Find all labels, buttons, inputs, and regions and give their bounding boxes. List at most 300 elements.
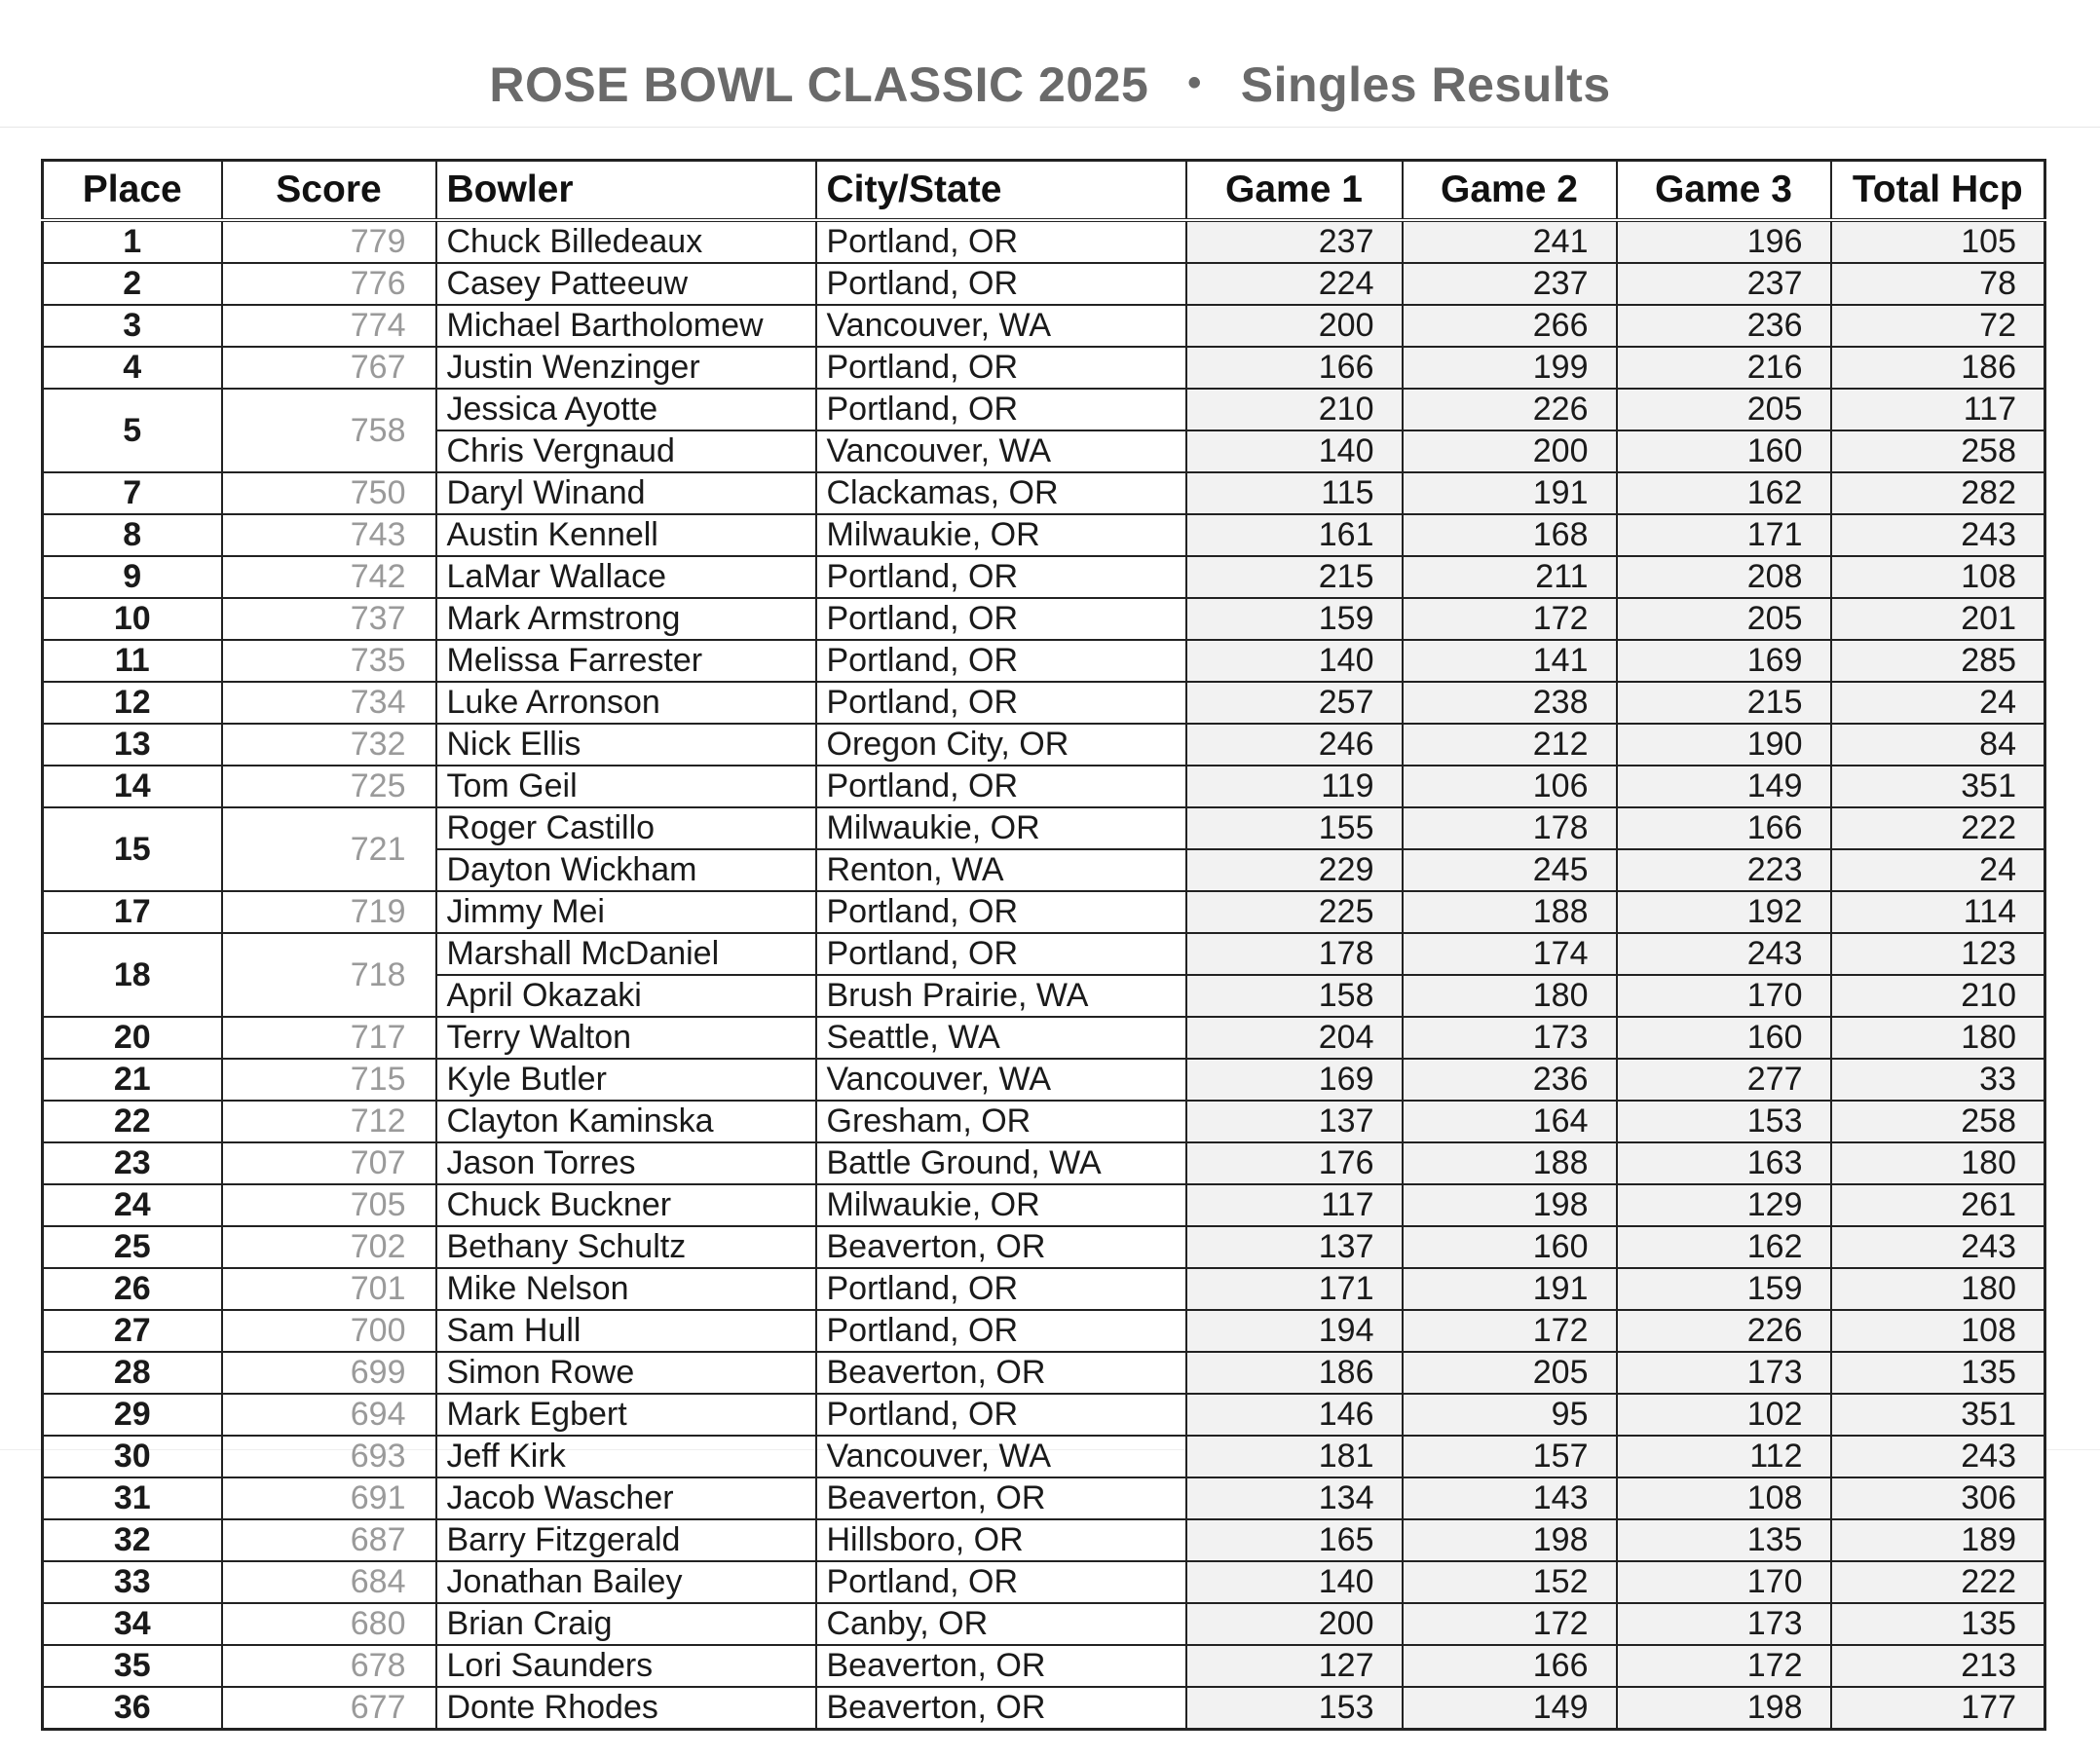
score-cell: 758 bbox=[222, 389, 436, 472]
total-hcp-cell: 117 bbox=[1831, 389, 2045, 430]
game-2-cell: 172 bbox=[1403, 1603, 1617, 1645]
total-hcp-cell: 189 bbox=[1831, 1519, 2045, 1561]
total-hcp-cell: 24 bbox=[1831, 682, 2045, 724]
city-state-cell: Clackamas, OR bbox=[816, 472, 1186, 514]
results-body bbox=[43, 220, 2045, 1730]
event-title: ROSE BOWL CLASSIC 2025 bbox=[489, 57, 1149, 112]
total-hcp-cell: 201 bbox=[1831, 598, 2045, 640]
score-cell: 705 bbox=[222, 1184, 436, 1226]
game-3-cell: 153 bbox=[1617, 1101, 1831, 1142]
bowler-cell: Lori Saunders bbox=[436, 1645, 816, 1687]
bowler-cell: Terry Walton bbox=[436, 1017, 816, 1059]
game-1-cell: 153 bbox=[1186, 1687, 1403, 1730]
place-cell: 33 bbox=[43, 1561, 222, 1603]
game-1-cell: 215 bbox=[1186, 556, 1403, 598]
table-row bbox=[43, 1394, 2045, 1436]
game-1-cell: 229 bbox=[1186, 849, 1403, 891]
score-cell: 734 bbox=[222, 682, 436, 724]
game-1-cell: 140 bbox=[1186, 640, 1403, 682]
score-cell: 715 bbox=[222, 1059, 436, 1101]
score-cell: 721 bbox=[222, 807, 436, 891]
game-1-cell: 166 bbox=[1186, 347, 1403, 389]
game-2-cell: 266 bbox=[1403, 305, 1617, 347]
total-hcp-cell: 108 bbox=[1831, 1310, 2045, 1352]
score-cell: 712 bbox=[222, 1101, 436, 1142]
table-row bbox=[43, 933, 2045, 975]
results-table bbox=[41, 159, 2046, 1731]
bowler-cell: LaMar Wallace bbox=[436, 556, 816, 598]
game-3-cell: 277 bbox=[1617, 1059, 1831, 1101]
total-hcp-cell: 282 bbox=[1831, 472, 2045, 514]
table-row bbox=[43, 514, 2045, 556]
game-3-cell: 108 bbox=[1617, 1477, 1831, 1519]
table-row bbox=[43, 1226, 2045, 1268]
total-hcp-cell: 222 bbox=[1831, 1561, 2045, 1603]
table-row bbox=[43, 1519, 2045, 1561]
bowler-cell: Jonathan Bailey bbox=[436, 1561, 816, 1603]
game-2-cell: 160 bbox=[1403, 1226, 1617, 1268]
score-cell: 732 bbox=[222, 724, 436, 766]
city-state-cell: Portland, OR bbox=[816, 556, 1186, 598]
game-2-cell: 157 bbox=[1403, 1436, 1617, 1477]
city-state-cell: Vancouver, WA bbox=[816, 305, 1186, 347]
game-2-cell: 178 bbox=[1403, 807, 1617, 849]
table-row bbox=[43, 766, 2045, 807]
city-state-cell: Gresham, OR bbox=[816, 1101, 1186, 1142]
game-2-cell: 198 bbox=[1403, 1519, 1617, 1561]
place-cell: 3 bbox=[43, 305, 222, 347]
total-hcp-cell: 78 bbox=[1831, 263, 2045, 305]
game-2-cell: 200 bbox=[1403, 430, 1617, 472]
bowler-cell: Jason Torres bbox=[436, 1142, 816, 1184]
column-header-game-2: Game 2 bbox=[1403, 161, 1617, 221]
city-state-cell: Vancouver, WA bbox=[816, 430, 1186, 472]
score-cell: 694 bbox=[222, 1394, 436, 1436]
city-state-cell: Portland, OR bbox=[816, 682, 1186, 724]
column-header-place: Place bbox=[43, 161, 222, 221]
place-cell: 34 bbox=[43, 1603, 222, 1645]
game-1-cell: 117 bbox=[1186, 1184, 1403, 1226]
place-cell: 25 bbox=[43, 1226, 222, 1268]
total-hcp-cell: 180 bbox=[1831, 1142, 2045, 1184]
table-row bbox=[43, 1101, 2045, 1142]
score-cell: 693 bbox=[222, 1436, 436, 1477]
game-1-cell: 186 bbox=[1186, 1352, 1403, 1394]
place-cell: 12 bbox=[43, 682, 222, 724]
city-state-cell: Beaverton, OR bbox=[816, 1352, 1186, 1394]
game-2-cell: 211 bbox=[1403, 556, 1617, 598]
game-2-cell: 152 bbox=[1403, 1561, 1617, 1603]
game-3-cell: 149 bbox=[1617, 766, 1831, 807]
game-1-cell: 246 bbox=[1186, 724, 1403, 766]
game-1-cell: 224 bbox=[1186, 263, 1403, 305]
game-3-cell: 170 bbox=[1617, 975, 1831, 1017]
game-2-cell: 143 bbox=[1403, 1477, 1617, 1519]
place-cell: 9 bbox=[43, 556, 222, 598]
city-state-cell: Portland, OR bbox=[816, 933, 1186, 975]
table-row bbox=[43, 640, 2045, 682]
table-row bbox=[43, 263, 2045, 305]
total-hcp-cell: 306 bbox=[1831, 1477, 2045, 1519]
city-state-cell: Portland, OR bbox=[816, 766, 1186, 807]
page-title bbox=[0, 56, 2100, 113]
place-cell: 11 bbox=[43, 640, 222, 682]
game-1-cell: 169 bbox=[1186, 1059, 1403, 1101]
game-3-cell: 129 bbox=[1617, 1184, 1831, 1226]
game-1-cell: 176 bbox=[1186, 1142, 1403, 1184]
total-hcp-cell: 351 bbox=[1831, 766, 2045, 807]
game-3-cell: 135 bbox=[1617, 1519, 1831, 1561]
city-state-cell: Renton, WA bbox=[816, 849, 1186, 891]
header-rule bbox=[0, 127, 2100, 128]
total-hcp-cell: 123 bbox=[1831, 933, 2045, 975]
score-cell: 687 bbox=[222, 1519, 436, 1561]
game-3-cell: 166 bbox=[1617, 807, 1831, 849]
total-hcp-cell: 135 bbox=[1831, 1352, 2045, 1394]
bowler-cell: Bethany Schultz bbox=[436, 1226, 816, 1268]
column-header-game-1: Game 1 bbox=[1186, 161, 1403, 221]
total-hcp-cell: 285 bbox=[1831, 640, 2045, 682]
game-2-cell: 191 bbox=[1403, 1268, 1617, 1310]
game-2-cell: 241 bbox=[1403, 220, 1617, 263]
city-state-cell: Portland, OR bbox=[816, 389, 1186, 430]
total-hcp-cell: 72 bbox=[1831, 305, 2045, 347]
bowler-cell: Barry Fitzgerald bbox=[436, 1519, 816, 1561]
table-row bbox=[43, 305, 2045, 347]
place-cell: 5 bbox=[43, 389, 222, 472]
game-2-cell: 237 bbox=[1403, 263, 1617, 305]
place-cell: 7 bbox=[43, 472, 222, 514]
column-header-city-state: City/State bbox=[816, 161, 1186, 221]
game-1-cell: 158 bbox=[1186, 975, 1403, 1017]
score-cell: 718 bbox=[222, 933, 436, 1017]
bowler-cell: Brian Craig bbox=[436, 1603, 816, 1645]
score-cell: 743 bbox=[222, 514, 436, 556]
game-3-cell: 173 bbox=[1617, 1352, 1831, 1394]
bowler-cell: Chris Vergnaud bbox=[436, 430, 816, 472]
game-3-cell: 112 bbox=[1617, 1436, 1831, 1477]
place-cell: 20 bbox=[43, 1017, 222, 1059]
game-1-cell: 137 bbox=[1186, 1226, 1403, 1268]
game-3-cell: 173 bbox=[1617, 1603, 1831, 1645]
game-1-cell: 127 bbox=[1186, 1645, 1403, 1687]
game-3-cell: 190 bbox=[1617, 724, 1831, 766]
score-cell: 677 bbox=[222, 1687, 436, 1730]
place-cell: 24 bbox=[43, 1184, 222, 1226]
place-cell: 27 bbox=[43, 1310, 222, 1352]
title-separator: • bbox=[1187, 61, 1202, 104]
game-1-cell: 257 bbox=[1186, 682, 1403, 724]
game-1-cell: 200 bbox=[1186, 1603, 1403, 1645]
score-cell: 767 bbox=[222, 347, 436, 389]
game-1-cell: 181 bbox=[1186, 1436, 1403, 1477]
game-1-cell: 237 bbox=[1186, 220, 1403, 263]
total-hcp-cell: 177 bbox=[1831, 1687, 2045, 1730]
score-cell: 779 bbox=[222, 220, 436, 263]
bowler-cell: Melissa Farrester bbox=[436, 640, 816, 682]
bowler-cell: Nick Ellis bbox=[436, 724, 816, 766]
city-state-cell: Beaverton, OR bbox=[816, 1226, 1186, 1268]
table-row bbox=[43, 1059, 2045, 1101]
bowler-cell: Jacob Wascher bbox=[436, 1477, 816, 1519]
table-row bbox=[43, 807, 2045, 849]
game-1-cell: 134 bbox=[1186, 1477, 1403, 1519]
total-hcp-cell: 213 bbox=[1831, 1645, 2045, 1687]
place-cell: 23 bbox=[43, 1142, 222, 1184]
bowler-cell: Mike Nelson bbox=[436, 1268, 816, 1310]
score-cell: 684 bbox=[222, 1561, 436, 1603]
place-cell: 21 bbox=[43, 1059, 222, 1101]
table-row bbox=[43, 389, 2045, 430]
bowler-cell: Tom Geil bbox=[436, 766, 816, 807]
game-1-cell: 115 bbox=[1186, 472, 1403, 514]
score-cell: 725 bbox=[222, 766, 436, 807]
game-3-cell: 162 bbox=[1617, 1226, 1831, 1268]
table-row bbox=[43, 1645, 2045, 1687]
game-2-cell: 245 bbox=[1403, 849, 1617, 891]
game-3-cell: 171 bbox=[1617, 514, 1831, 556]
column-header-bowler: Bowler bbox=[436, 161, 816, 221]
event-subtitle: Singles Results bbox=[1240, 57, 1611, 112]
game-3-cell: 162 bbox=[1617, 472, 1831, 514]
table-row bbox=[43, 1561, 2045, 1603]
score-cell: 750 bbox=[222, 472, 436, 514]
score-cell: 735 bbox=[222, 640, 436, 682]
table-row bbox=[43, 1310, 2045, 1352]
city-state-cell: Milwaukie, OR bbox=[816, 514, 1186, 556]
city-state-cell: Oregon City, OR bbox=[816, 724, 1186, 766]
place-cell: 28 bbox=[43, 1352, 222, 1394]
game-2-cell: 149 bbox=[1403, 1687, 1617, 1730]
game-3-cell: 160 bbox=[1617, 430, 1831, 472]
city-state-cell: Vancouver, WA bbox=[816, 1059, 1186, 1101]
game-1-cell: 155 bbox=[1186, 807, 1403, 849]
city-state-cell: Milwaukie, OR bbox=[816, 807, 1186, 849]
score-cell: 774 bbox=[222, 305, 436, 347]
game-3-cell: 170 bbox=[1617, 1561, 1831, 1603]
game-2-cell: 172 bbox=[1403, 1310, 1617, 1352]
total-hcp-cell: 180 bbox=[1831, 1017, 2045, 1059]
place-cell: 8 bbox=[43, 514, 222, 556]
city-state-cell: Portland, OR bbox=[816, 220, 1186, 263]
score-cell: 707 bbox=[222, 1142, 436, 1184]
table-row bbox=[43, 598, 2045, 640]
table-row bbox=[43, 724, 2045, 766]
score-cell: 699 bbox=[222, 1352, 436, 1394]
bowler-cell: Austin Kennell bbox=[436, 514, 816, 556]
total-hcp-cell: 114 bbox=[1831, 891, 2045, 933]
game-3-cell: 236 bbox=[1617, 305, 1831, 347]
table-row bbox=[43, 1017, 2045, 1059]
place-cell: 10 bbox=[43, 598, 222, 640]
game-3-cell: 216 bbox=[1617, 347, 1831, 389]
game-3-cell: 172 bbox=[1617, 1645, 1831, 1687]
table-row bbox=[43, 1268, 2045, 1310]
table-row bbox=[43, 1603, 2045, 1645]
bowler-cell: Mark Armstrong bbox=[436, 598, 816, 640]
city-state-cell: Portland, OR bbox=[816, 1310, 1186, 1352]
game-3-cell: 102 bbox=[1617, 1394, 1831, 1436]
game-2-cell: 199 bbox=[1403, 347, 1617, 389]
bowler-cell: Roger Castillo bbox=[436, 807, 816, 849]
table-row bbox=[43, 1687, 2045, 1730]
bowler-cell: Daryl Winand bbox=[436, 472, 816, 514]
table-row bbox=[43, 556, 2045, 598]
table-row bbox=[43, 1436, 2045, 1477]
city-state-cell: Portland, OR bbox=[816, 1268, 1186, 1310]
score-cell: 700 bbox=[222, 1310, 436, 1352]
game-3-cell: 192 bbox=[1617, 891, 1831, 933]
game-2-cell: 172 bbox=[1403, 598, 1617, 640]
game-3-cell: 223 bbox=[1617, 849, 1831, 891]
game-1-cell: 225 bbox=[1186, 891, 1403, 933]
bowler-cell: Kyle Butler bbox=[436, 1059, 816, 1101]
game-2-cell: 173 bbox=[1403, 1017, 1617, 1059]
city-state-cell: Hillsboro, OR bbox=[816, 1519, 1186, 1561]
city-state-cell: Canby, OR bbox=[816, 1603, 1186, 1645]
game-3-cell: 198 bbox=[1617, 1687, 1831, 1730]
game-1-cell: 159 bbox=[1186, 598, 1403, 640]
score-cell: 680 bbox=[222, 1603, 436, 1645]
table-row bbox=[43, 1142, 2045, 1184]
score-cell: 776 bbox=[222, 263, 436, 305]
place-cell: 22 bbox=[43, 1101, 222, 1142]
game-3-cell: 237 bbox=[1617, 263, 1831, 305]
city-state-cell: Battle Ground, WA bbox=[816, 1142, 1186, 1184]
game-3-cell: 208 bbox=[1617, 556, 1831, 598]
table-row bbox=[43, 1352, 2045, 1394]
game-2-cell: 166 bbox=[1403, 1645, 1617, 1687]
game-3-cell: 226 bbox=[1617, 1310, 1831, 1352]
game-1-cell: 194 bbox=[1186, 1310, 1403, 1352]
total-hcp-cell: 258 bbox=[1831, 430, 2045, 472]
score-cell: 678 bbox=[222, 1645, 436, 1687]
total-hcp-cell: 180 bbox=[1831, 1268, 2045, 1310]
column-header-score: Score bbox=[222, 161, 436, 221]
city-state-cell: Beaverton, OR bbox=[816, 1477, 1186, 1519]
place-cell: 17 bbox=[43, 891, 222, 933]
city-state-cell: Portland, OR bbox=[816, 263, 1186, 305]
bowler-cell: Dayton Wickham bbox=[436, 849, 816, 891]
city-state-cell: Vancouver, WA bbox=[816, 1436, 1186, 1477]
total-hcp-cell: 33 bbox=[1831, 1059, 2045, 1101]
place-cell: 30 bbox=[43, 1436, 222, 1477]
bowler-cell: Donte Rhodes bbox=[436, 1687, 816, 1730]
game-3-cell: 215 bbox=[1617, 682, 1831, 724]
total-hcp-cell: 351 bbox=[1831, 1394, 2045, 1436]
bowler-cell: Mark Egbert bbox=[436, 1394, 816, 1436]
game-1-cell: 165 bbox=[1186, 1519, 1403, 1561]
city-state-cell: Beaverton, OR bbox=[816, 1645, 1186, 1687]
bowler-cell: Casey Patteeuw bbox=[436, 263, 816, 305]
place-cell: 32 bbox=[43, 1519, 222, 1561]
game-2-cell: 205 bbox=[1403, 1352, 1617, 1394]
city-state-cell: Portland, OR bbox=[816, 1561, 1186, 1603]
place-cell: 15 bbox=[43, 807, 222, 891]
bowler-cell: Sam Hull bbox=[436, 1310, 816, 1352]
total-hcp-cell: 108 bbox=[1831, 556, 2045, 598]
game-2-cell: 106 bbox=[1403, 766, 1617, 807]
game-2-cell: 95 bbox=[1403, 1394, 1617, 1436]
bowler-cell: Jimmy Mei bbox=[436, 891, 816, 933]
score-cell: 691 bbox=[222, 1477, 436, 1519]
game-2-cell: 212 bbox=[1403, 724, 1617, 766]
game-1-cell: 200 bbox=[1186, 305, 1403, 347]
game-1-cell: 210 bbox=[1186, 389, 1403, 430]
city-state-cell: Portland, OR bbox=[816, 347, 1186, 389]
table-row bbox=[43, 220, 2045, 263]
place-cell: 31 bbox=[43, 1477, 222, 1519]
bowler-cell: Simon Rowe bbox=[436, 1352, 816, 1394]
table-row bbox=[43, 682, 2045, 724]
game-1-cell: 204 bbox=[1186, 1017, 1403, 1059]
game-2-cell: 174 bbox=[1403, 933, 1617, 975]
total-hcp-cell: 243 bbox=[1831, 1226, 2045, 1268]
bowler-cell: Justin Wenzinger bbox=[436, 347, 816, 389]
total-hcp-cell: 105 bbox=[1831, 220, 2045, 263]
total-hcp-cell: 84 bbox=[1831, 724, 2045, 766]
game-1-cell: 119 bbox=[1186, 766, 1403, 807]
column-header-game-3: Game 3 bbox=[1617, 161, 1831, 221]
bowler-cell: Chuck Buckner bbox=[436, 1184, 816, 1226]
game-3-cell: 205 bbox=[1617, 598, 1831, 640]
game-2-cell: 191 bbox=[1403, 472, 1617, 514]
score-cell: 701 bbox=[222, 1268, 436, 1310]
city-state-cell: Portland, OR bbox=[816, 891, 1186, 933]
game-1-cell: 140 bbox=[1186, 1561, 1403, 1603]
bowler-cell: Jeff Kirk bbox=[436, 1436, 816, 1477]
place-cell: 4 bbox=[43, 347, 222, 389]
total-hcp-cell: 186 bbox=[1831, 347, 2045, 389]
game-2-cell: 198 bbox=[1403, 1184, 1617, 1226]
table-row bbox=[43, 472, 2045, 514]
city-state-cell: Beaverton, OR bbox=[816, 1687, 1186, 1730]
game-1-cell: 178 bbox=[1186, 933, 1403, 975]
place-cell: 2 bbox=[43, 263, 222, 305]
game-2-cell: 188 bbox=[1403, 1142, 1617, 1184]
game-3-cell: 159 bbox=[1617, 1268, 1831, 1310]
game-2-cell: 168 bbox=[1403, 514, 1617, 556]
bowler-cell: April Okazaki bbox=[436, 975, 816, 1017]
game-2-cell: 236 bbox=[1403, 1059, 1617, 1101]
total-hcp-cell: 222 bbox=[1831, 807, 2045, 849]
bowler-cell: Jessica Ayotte bbox=[436, 389, 816, 430]
game-2-cell: 180 bbox=[1403, 975, 1617, 1017]
score-cell: 742 bbox=[222, 556, 436, 598]
city-state-cell: Portland, OR bbox=[816, 598, 1186, 640]
city-state-cell: Seattle, WA bbox=[816, 1017, 1186, 1059]
place-cell: 36 bbox=[43, 1687, 222, 1730]
bowler-cell: Marshall McDaniel bbox=[436, 933, 816, 975]
game-3-cell: 243 bbox=[1617, 933, 1831, 975]
score-cell: 702 bbox=[222, 1226, 436, 1268]
game-3-cell: 205 bbox=[1617, 389, 1831, 430]
place-cell: 35 bbox=[43, 1645, 222, 1687]
game-2-cell: 226 bbox=[1403, 389, 1617, 430]
score-cell: 719 bbox=[222, 891, 436, 933]
bowler-cell: Michael Bartholomew bbox=[436, 305, 816, 347]
game-3-cell: 160 bbox=[1617, 1017, 1831, 1059]
bowler-cell: Chuck Billedeaux bbox=[436, 220, 816, 263]
table-row bbox=[43, 891, 2045, 933]
city-state-cell: Milwaukie, OR bbox=[816, 1184, 1186, 1226]
game-3-cell: 196 bbox=[1617, 220, 1831, 263]
total-hcp-cell: 243 bbox=[1831, 514, 2045, 556]
city-state-cell: Portland, OR bbox=[816, 640, 1186, 682]
game-2-cell: 238 bbox=[1403, 682, 1617, 724]
total-hcp-cell: 243 bbox=[1831, 1436, 2045, 1477]
score-cell: 717 bbox=[222, 1017, 436, 1059]
